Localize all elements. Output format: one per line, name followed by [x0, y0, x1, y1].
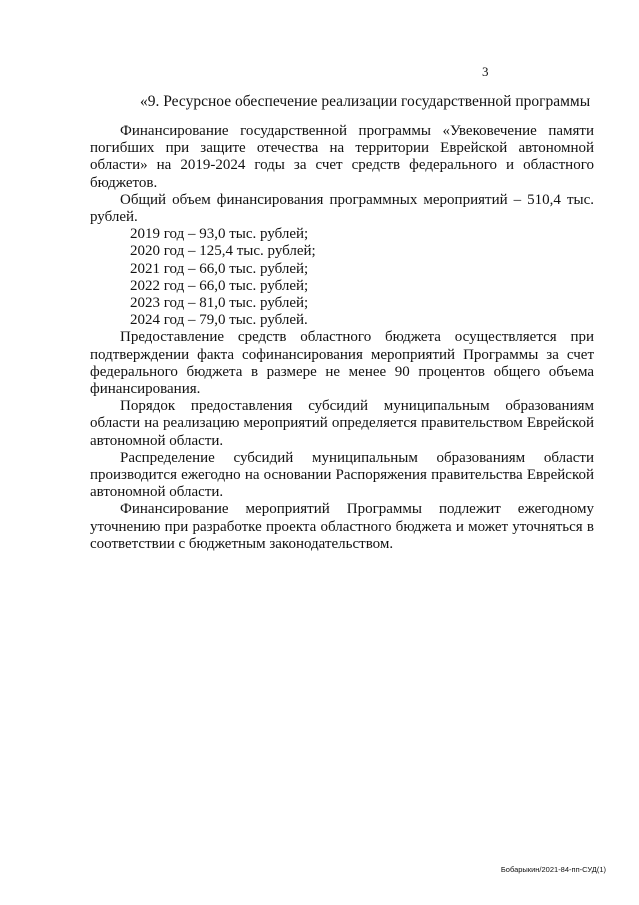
funding-year-list	[90, 226, 594, 329]
funding-year-item: 2023 год – 81,0 тыс. рублей;	[130, 295, 309, 312]
paragraph-financing-intro: Финансирование государственной программы «Увековечение памяти погибших при защите отечества на территории Еврейской автономной области» на 2019-2024 годы за счет средств федерального и областного бюджетов.	[90, 123, 594, 191]
paragraph-cofinancing: Предоставление средств областного бюджета осуществляется при подтверждении факта софинансирования мероприятий Программы за счет федерального бюджета в размере не менее 90 процентов общего объема финансирования.	[90, 329, 594, 398]
paragraph-subsidy-distribution: Распределение субсидий муниципальным образованиям области производится ежегодно на основании Распоряжения правительства Еврейской автономной области.	[90, 449, 594, 501]
funding-year-item: 2024 год – 79,0 тыс. рублей.	[130, 312, 308, 329]
funding-year-item: 2020 год – 125,4 тыс. рублей;	[130, 243, 316, 260]
paragraph-subsidy-procedure: Порядок предоставления субсидий муниципальным образованиям области на реализацию мероприятий определяется правительством Еврейской автономной области.	[90, 398, 594, 449]
funding-year-item: 2019 год – 93,0 тыс. рублей;	[130, 226, 309, 243]
funding-year-item: 2022 год – 66,0 тыс. рублей;	[130, 277, 309, 294]
document-body	[90, 123, 594, 553]
footer-doc-code: Бобарыкин/2021-84-пп-СУД(1)	[500, 865, 606, 874]
funding-year-item: 2021 год – 66,0 тыс. рублей;	[130, 260, 309, 277]
page-number: 3	[482, 64, 489, 79]
paragraph-annual-adjustment: Финансирование мероприятий Программы подлежит ежегодному уточнению при разработке проекта областного бюджета и может уточняться в соответствии с бюджетным законодательством.	[90, 501, 594, 552]
paragraph-total-funding: Общий объем финансирования программных мероприятий – 510,4 тыс. рублей.	[90, 191, 594, 226]
section-title: «9. Ресурсное обеспечение реализации государственной программы	[140, 93, 591, 110]
